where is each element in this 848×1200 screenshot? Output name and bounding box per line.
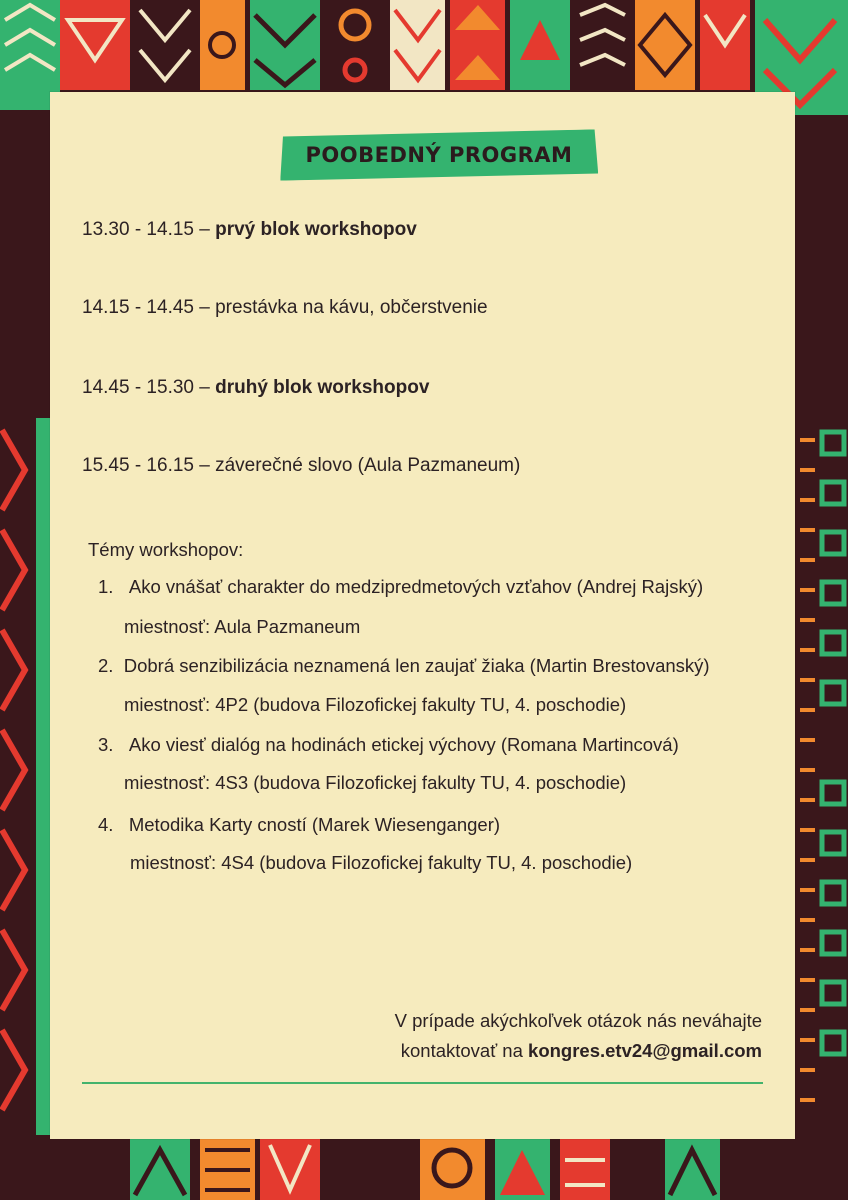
schedule-text: prvý blok workshopov (215, 219, 417, 240)
schedule-text: prestávka na kávu, občerstvenie (215, 297, 488, 318)
topic-room: miestnosť: 4P2 (budova Filozofickej fakulty TU, 4. poschodie) (124, 694, 627, 715)
topic-title: 3. Ako viesť dialóg na hodinách etickej výchovy (Romana Martincová) (98, 734, 679, 755)
topic-room: miestnosť: Aula Pazmaneum (124, 616, 361, 637)
footer-divider (82, 1082, 763, 1084)
topic-title: 2. Dobrá senzibilizácia neznamená len zaujať žiaka (Martin Brestovanský) (98, 655, 710, 676)
schedule-time: 15.45 - 16.15 (82, 455, 194, 476)
schedule-item: 14.15 - 14.45 – prestávka na kávu, občerstvenie (82, 297, 488, 318)
page-title: POOBEDNÝ PROGRAM (305, 143, 573, 167)
topic-room: miestnosť: 4S3 (budova Filozofickej fakulty TU, 4. poschodie) (124, 772, 627, 793)
topics-heading: Témy workshopov: (88, 539, 244, 560)
topic-room: miestnosť: 4S4 (budova Filozofickej fakulty TU, 4. poschodie) (130, 852, 633, 873)
contact-line-1: V prípade akýchkoľvek otázok nás neváhajte (394, 1010, 762, 1031)
schedule-item: 13.30 - 14.15 – prvý blok workshopov (82, 219, 417, 240)
schedule-time: 14.45 - 15.30 (82, 377, 194, 398)
schedule-item: 15.45 - 16.15 – záverečné slovo (Aula Pazmaneum) (82, 455, 521, 476)
schedule-text: záverečné slovo (Aula Pazmaneum) (215, 455, 521, 476)
schedule-item: 14.45 - 15.30 – druhý blok workshopov (82, 377, 430, 398)
topic-title: 1. Ako vnášať charakter do medzipredmetových vzťahov (Andrej Rajský) (98, 576, 704, 597)
schedule-time: 14.15 - 14.45 (82, 297, 194, 318)
contact-email[interactable]: kongres.etv24@gmail.com (528, 1040, 762, 1061)
topic-title: 4. Metodika Karty cností (Marek Wiesenganger) (98, 814, 501, 835)
schedule-time: 13.30 - 14.15 (82, 219, 194, 240)
schedule-text: druhý blok workshopov (215, 377, 430, 398)
contact-line-2: kontaktovať na kongres.etv24@gmail.com (400, 1040, 762, 1061)
